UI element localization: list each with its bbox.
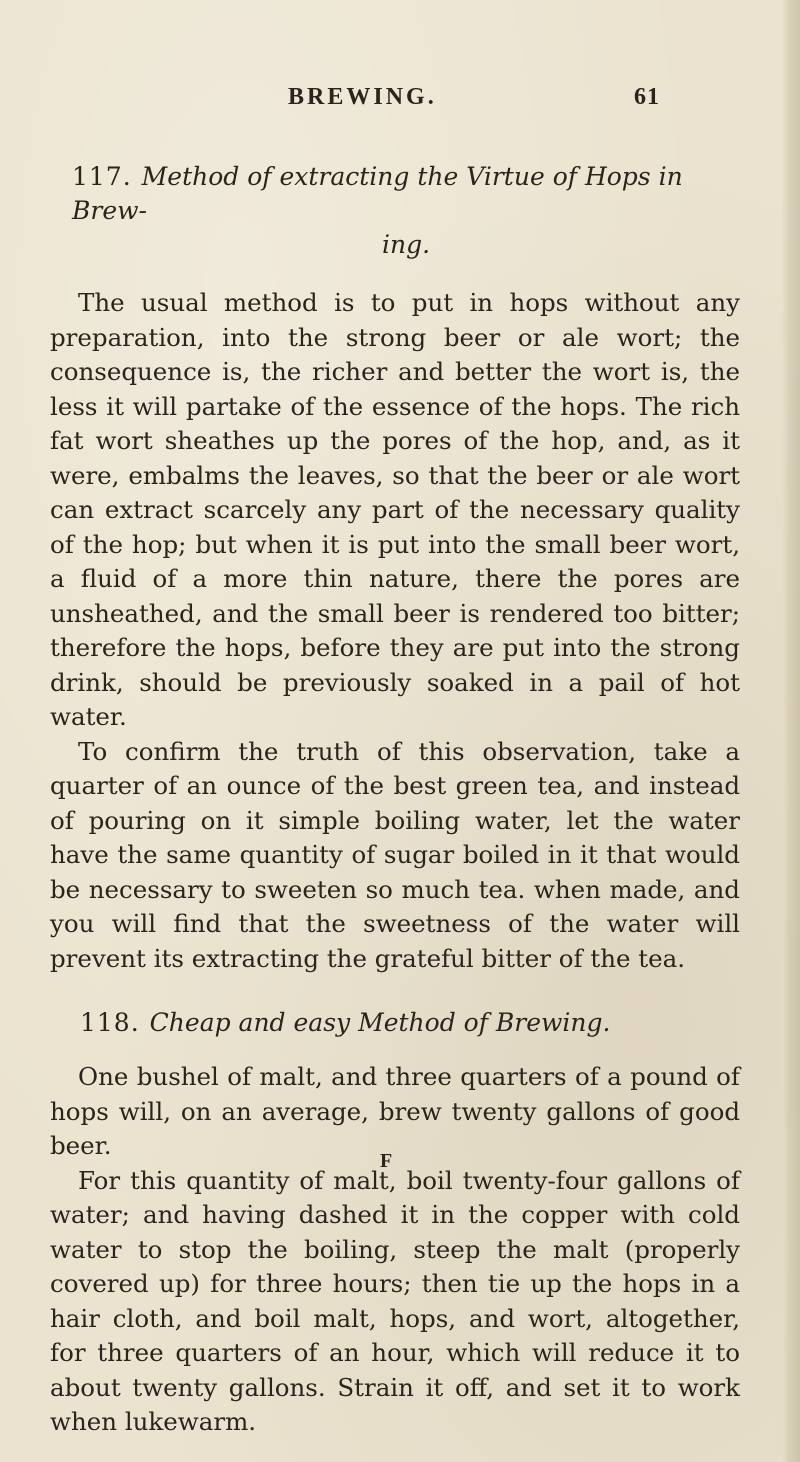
section-title-line2: ing. bbox=[381, 230, 431, 259]
section-number: 117. bbox=[72, 162, 132, 191]
page-number: 61 bbox=[634, 84, 660, 110]
page-edge bbox=[782, 0, 800, 1462]
paragraph: For this quantity of malt, boil twenty-four gallons of water; and having dashed it in the copper with cold water to stop the boiling, steep the malt (properly covered up) for three hours; then tie up the hops in a hair cloth, and boil malt, hops, and wort, altogether, for three quarters of an hour, which will reduce it to about twenty gallons. Strain it off, and set it to work when lukewarm. bbox=[50, 1165, 740, 1436]
paragraph: One bushel of malt, and three quarters of a pound of hops will, on an average, brew twenty gallons of good beer. bbox=[50, 1062, 740, 1160]
section-heading-117 bbox=[50, 160, 740, 262]
running-head-title: BREWING. bbox=[288, 84, 437, 110]
section-heading-118 bbox=[50, 1006, 740, 1040]
section-title: Cheap and easy Method of Brewing. bbox=[149, 1008, 611, 1037]
body-text bbox=[50, 160, 740, 1440]
signature-mark: F bbox=[380, 1150, 393, 1172]
running-head bbox=[120, 84, 660, 124]
paragraph: To confirm the truth of this observation, take a quarter of an ounce of the best green tea, and instead of pouring on it simple boiling water, let the water have the same quantity of sugar boiled in it that would be necessary to sweeten so much tea. when made, and you will find that the sweetness of the water will prevent its extracting the grateful bitter of the tea. bbox=[50, 736, 740, 973]
paragraph: The usual method is to put in hops without any preparation, into the strong beer or ale wort; the consequence is, the richer and better the wort is, the less it will partake of the essence of the hops. The rich fat wort sheathes up the pores of the hop, and, as it were, embalms the leaves, so that the beer or ale wort can extract scarcely any part of the necessary quality of the hop; but when it is put into the small beer wort, a fluid of a more thin nature, there the pores are unsheathed, and the small beer is rendered too bitter; therefore the hops, before they are put into the strong drink, should be previously soaked in a pail of hot water. bbox=[50, 288, 740, 731]
section-title-line1: Method of extracting the Virtue of Hops in Brew- bbox=[72, 162, 683, 225]
section-number: 118. bbox=[80, 1008, 140, 1037]
